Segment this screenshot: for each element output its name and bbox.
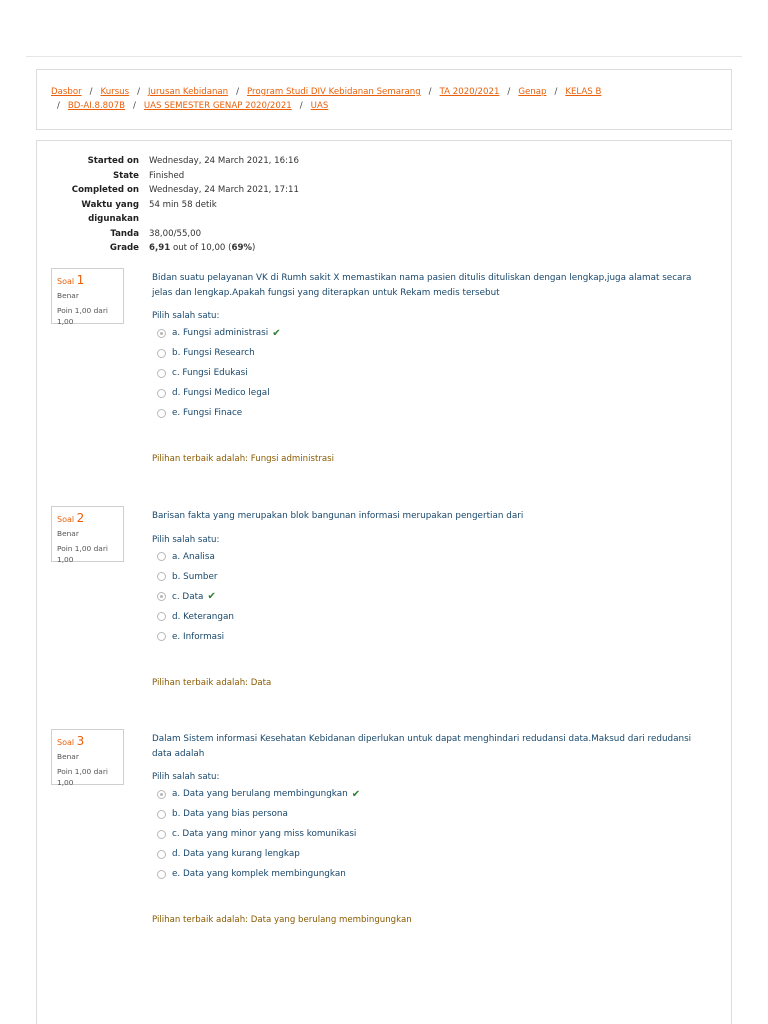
state-label: State bbox=[112, 170, 139, 181]
breadcrumb-link-uas-semester[interactable]: UAS SEMESTER GENAP 2020/2021 bbox=[143, 101, 292, 111]
question-number-value: 2 bbox=[76, 511, 85, 525]
breadcrumb-link-kelas[interactable]: KELAS B bbox=[565, 87, 602, 97]
breadcrumb-link-genap[interactable]: Genap bbox=[518, 87, 547, 97]
option-a[interactable] bbox=[152, 784, 712, 804]
question-content bbox=[152, 509, 712, 690]
radio-button[interactable] bbox=[157, 632, 166, 641]
breadcrumb-separator: / bbox=[137, 87, 141, 97]
question-number-value: 3 bbox=[76, 734, 85, 748]
radio-button[interactable] bbox=[157, 810, 166, 819]
option-label: c. Fungsi Edukasi bbox=[172, 368, 248, 378]
check-icon: ✔ bbox=[272, 327, 281, 339]
option-label: b. Fungsi Research bbox=[172, 348, 255, 358]
option-e[interactable] bbox=[152, 627, 712, 647]
option-label: e. Informasi bbox=[172, 631, 225, 642]
question-text: Barisan fakta yang merupakan blok bangunan informasi merupakan pengertian dari bbox=[152, 511, 524, 521]
option-b[interactable] bbox=[152, 343, 712, 363]
question-info bbox=[51, 729, 124, 785]
question-points: Poin 1,00 dari 1,00 bbox=[57, 544, 108, 564]
breadcrumb-link-dasbor[interactable]: Dasbor bbox=[51, 87, 82, 97]
summary-row-time bbox=[37, 198, 437, 227]
answer-prompt: Pilih salah satu: bbox=[152, 772, 220, 782]
question-points: Poin 1,00 dari 1,00 bbox=[57, 306, 108, 326]
question-label: Soal bbox=[57, 738, 75, 747]
option-label: c. Data bbox=[172, 591, 204, 602]
completed-on-value: Wednesday, 24 March 2021, 17:11 bbox=[149, 185, 299, 195]
radio-button[interactable] bbox=[157, 790, 166, 799]
grade-value bbox=[149, 241, 255, 256]
breadcrumb-separator: / bbox=[57, 101, 60, 111]
option-c[interactable] bbox=[152, 587, 712, 607]
question-state: Benar bbox=[57, 291, 79, 300]
breadcrumb-separator: / bbox=[554, 87, 558, 97]
radio-button[interactable] bbox=[157, 572, 166, 581]
question-label: Soal bbox=[57, 277, 75, 286]
summary-row-state bbox=[37, 169, 437, 184]
question-points: Poin 1,00 dari 1,00 bbox=[57, 767, 108, 787]
top-divider bbox=[26, 56, 742, 57]
marks-value: 38,00/55,00 bbox=[149, 228, 202, 239]
option-e[interactable] bbox=[152, 864, 712, 884]
grade-score: 6,91 bbox=[149, 243, 171, 253]
question-state: Benar bbox=[57, 752, 79, 761]
breadcrumb-link-ta[interactable]: TA 2020/2021 bbox=[439, 87, 500, 97]
question-text: Bidan suatu pelayanan VK di Rumh sakit X memastikan nama pasien ditulis dituliskan dengan lengkap,juga alamat secara jelas dan lengkap.Apakah fungsi yang diterapkan untuk Rekam medis tersebut bbox=[152, 273, 692, 298]
breadcrumb-separator: / bbox=[299, 101, 303, 111]
question-number bbox=[57, 512, 118, 526]
radio-button[interactable] bbox=[157, 830, 166, 839]
option-label: a. Fungsi administrasi bbox=[172, 328, 269, 338]
breadcrumb-link-prodi[interactable]: Program Studi DIV Kebidanan Semarang bbox=[247, 87, 421, 97]
quiz-review-region bbox=[36, 140, 732, 1024]
option-d[interactable] bbox=[152, 844, 712, 864]
option-d[interactable] bbox=[152, 607, 712, 627]
option-a[interactable] bbox=[152, 547, 712, 567]
breadcrumb-separator: / bbox=[507, 87, 511, 97]
check-icon: ✔ bbox=[351, 788, 361, 800]
option-label: e. Fungsi Finace bbox=[172, 408, 243, 418]
radio-button[interactable] bbox=[157, 329, 166, 338]
time-taken-value: 54 min 58 detik bbox=[149, 199, 217, 210]
option-c[interactable] bbox=[152, 363, 712, 383]
grade-close: ) bbox=[252, 243, 256, 253]
radio-button[interactable] bbox=[157, 850, 166, 859]
summary-row-grade bbox=[37, 241, 437, 256]
option-a[interactable] bbox=[152, 323, 712, 343]
attempt-summary bbox=[37, 154, 437, 256]
question-content bbox=[152, 732, 712, 927]
breadcrumb-separator: / bbox=[236, 87, 240, 97]
breadcrumb-link-jurusan[interactable]: Jurusan Kebidanan bbox=[148, 87, 229, 97]
breadcrumb-separator: / bbox=[132, 101, 136, 111]
breadcrumb-link-kursus[interactable]: Kursus bbox=[100, 87, 130, 97]
state-value: Finished bbox=[149, 170, 185, 181]
marks-label: Tanda bbox=[110, 228, 139, 239]
option-label: d. Fungsi Medico legal bbox=[172, 388, 270, 398]
question-info bbox=[51, 506, 124, 562]
breadcrumb-link-uas[interactable]: UAS bbox=[310, 101, 329, 111]
summary-row-started bbox=[37, 154, 437, 169]
radio-button[interactable] bbox=[157, 552, 166, 561]
radio-button[interactable] bbox=[157, 389, 166, 398]
breadcrumb-separator: / bbox=[428, 87, 432, 97]
option-d[interactable] bbox=[152, 383, 712, 403]
radio-button[interactable] bbox=[157, 612, 166, 621]
question-content bbox=[152, 271, 712, 466]
radio-button[interactable] bbox=[157, 409, 166, 418]
option-label: d. Keterangan bbox=[172, 611, 234, 622]
right-answer: Pilihan terbaik adalah: Fungsi administrasi bbox=[152, 454, 335, 464]
option-b[interactable] bbox=[152, 567, 712, 587]
question-number bbox=[57, 735, 118, 749]
breadcrumb bbox=[36, 69, 732, 130]
question-state: Benar bbox=[57, 529, 79, 538]
completed-on-label: Completed on bbox=[71, 185, 139, 195]
started-on-label: Started on bbox=[87, 156, 139, 166]
breadcrumb-link-course[interactable]: BD-AI.8.807B bbox=[67, 101, 125, 111]
radio-button[interactable] bbox=[157, 349, 166, 358]
summary-row-marks bbox=[37, 227, 437, 242]
option-e[interactable] bbox=[152, 403, 712, 423]
option-label: a. Data yang berulang membingungkan bbox=[172, 789, 348, 799]
question-number-value: 1 bbox=[76, 273, 85, 287]
grade-percent: 69% bbox=[231, 243, 253, 253]
option-c[interactable] bbox=[152, 824, 712, 844]
option-label: d. Data yang kurang lengkap bbox=[172, 849, 300, 859]
option-b[interactable] bbox=[152, 804, 712, 824]
time-taken-label: Waktu yang digunakan bbox=[81, 199, 139, 224]
summary-row-completed bbox=[37, 183, 437, 198]
option-label: a. Analisa bbox=[172, 551, 215, 562]
radio-button[interactable] bbox=[157, 592, 166, 601]
grade-label: Grade bbox=[109, 243, 139, 253]
right-answer: Pilihan terbaik adalah: Data yang berulang membingungkan bbox=[152, 915, 412, 925]
question-label: Soal bbox=[57, 515, 75, 524]
question-number bbox=[57, 274, 118, 288]
answer-prompt: Pilih salah satu: bbox=[152, 534, 220, 545]
radio-button[interactable] bbox=[157, 870, 166, 879]
started-on-value: Wednesday, 24 March 2021, 16:16 bbox=[149, 156, 299, 166]
radio-button[interactable] bbox=[157, 369, 166, 378]
answer-prompt: Pilih salah satu: bbox=[152, 311, 220, 321]
option-label: b. Sumber bbox=[172, 571, 218, 582]
check-icon: ✔ bbox=[207, 591, 216, 602]
question-text: Dalam Sistem informasi Kesehatan Kebidanan diperlukan untuk dapat menghindari redudansi data.Maksud dari redudansi data adalah bbox=[152, 734, 692, 759]
option-label: c. Data yang minor yang miss komunikasi bbox=[172, 829, 357, 839]
breadcrumb-separator: / bbox=[89, 87, 93, 97]
option-label: e. Data yang komplek membingungkan bbox=[172, 869, 346, 879]
grade-out-of: out of 10,00 ( bbox=[170, 243, 232, 253]
question-info bbox=[51, 268, 124, 324]
option-label: b. Data yang bias persona bbox=[172, 809, 288, 819]
right-answer: Pilihan terbaik adalah: Data bbox=[152, 677, 272, 688]
